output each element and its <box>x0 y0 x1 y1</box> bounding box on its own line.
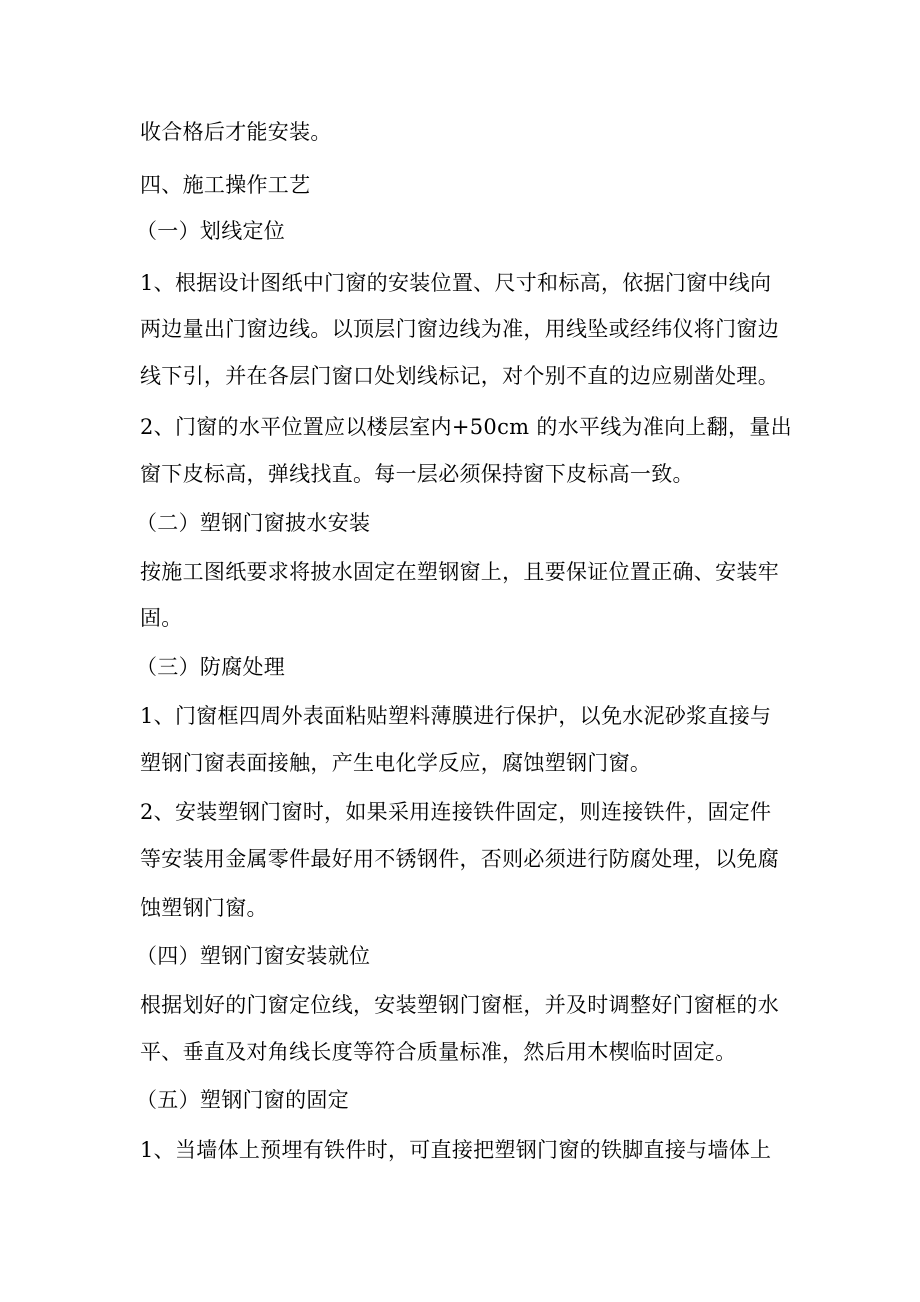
text-line: 根据划好的门窗定位线，安装塑钢门窗框，并及时调整好门窗框的水 <box>140 993 779 1017</box>
subsection-heading: （一）划线定位 <box>136 219 286 243</box>
text-line: 蚀塑钢门窗。 <box>140 896 268 920</box>
subsection-heading: （五）塑钢门窗的固定 <box>136 1088 349 1112</box>
text-line: 1、门窗框四周外表面粘贴塑料薄膜进行保护，以免水泥砂浆直接与 <box>140 704 772 728</box>
text-line: 两边量出门窗边线。以顶层门窗边线为准，用线坠或经纬仪将门窗边 <box>140 317 779 341</box>
subsection-heading: （二）塑钢门窗披水安装 <box>136 511 371 535</box>
text-line: 2、门窗的水平位置应以楼层室内+50cm 的水平线为准向上翻，量出 <box>140 415 792 439</box>
text-line: 1、根据设计图纸中门窗的安装位置、尺寸和标高，依据门窗中线向 <box>140 271 772 295</box>
text-line: 线下引，并在各层门窗口处划线标记，对个别不直的边应剔凿处理。 <box>140 364 779 388</box>
text-line: 窗下皮标高，弹线找直。每一层必须保持窗下皮标高一致。 <box>140 462 694 486</box>
subsection-heading: （四）塑钢门窗安装就位 <box>136 944 371 968</box>
text-line: 固。 <box>140 606 183 630</box>
text-line: 按施工图纸要求将披水固定在塑钢窗上，且要保证位置正确、安装牢 <box>140 560 779 584</box>
text-line: 2、安装塑钢门窗时，如果采用连接铁件固定，则连接铁件，固定件 <box>140 800 772 824</box>
text-line: 收合格后才能安装。 <box>140 120 332 144</box>
section-heading: 四、施工操作工艺 <box>140 173 311 197</box>
text-line: 塑钢门窗表面接触，产生电化学反应，腐蚀塑钢门窗。 <box>140 751 652 775</box>
text-line: 等安装用金属零件最好用不锈钢件，否则必须进行防腐处理，以免腐 <box>140 847 779 871</box>
text-line: 1、当墙体上预埋有铁件时，可直接把塑钢门窗的铁脚直接与墙体上 <box>140 1138 772 1162</box>
text-line: 平、垂直及对角线长度等符合质量标准，然后用木楔临时固定。 <box>140 1040 737 1064</box>
subsection-heading: （三）防腐处理 <box>136 655 286 679</box>
